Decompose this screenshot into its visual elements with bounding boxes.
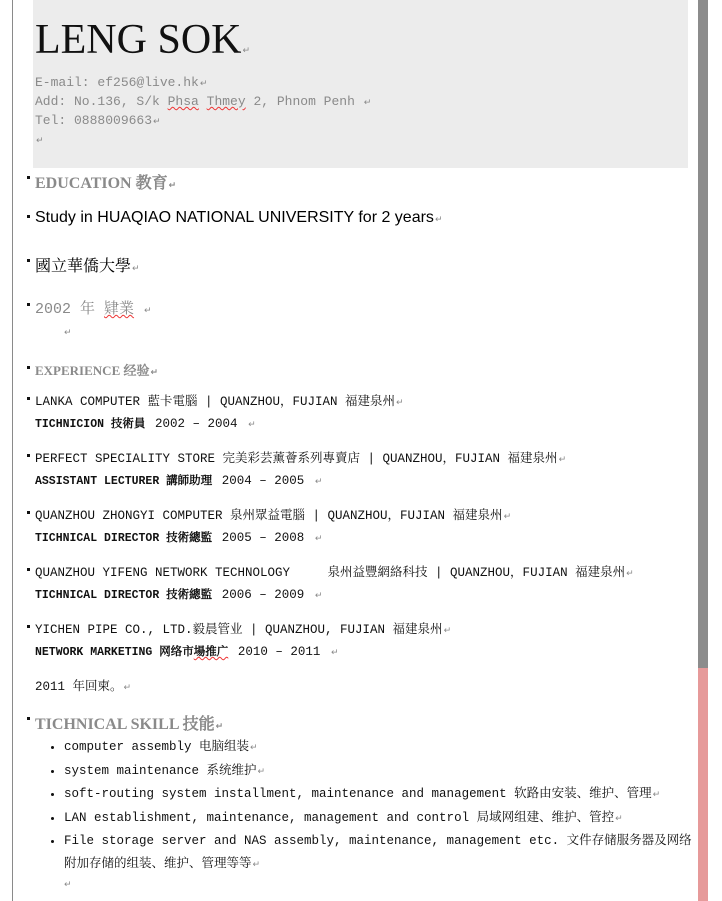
skills-heading: TICHNICAL SKILL 技能 ↵ [35, 711, 223, 734]
job-role-line [35, 585, 322, 603]
education-year: 2002 年 [35, 301, 105, 318]
education-year-line [35, 297, 152, 318]
job-role-line [35, 642, 339, 660]
education-university-name: 國立華僑大學 ↵ [35, 253, 140, 276]
empty-paragraph [35, 132, 44, 147]
skill-item: • soft-routing system installment, maintenance and management 软路由安装、维护、管理 ↵ [64, 783, 704, 807]
empty-paragraph [63, 877, 72, 891]
job-company-line: YICHEN PIPE CO., LTD.毅晨管业 | QUANZHOU, FUJIAN 福建泉州 ↵ [35, 619, 451, 637]
resume-name: LENG SOK ↵ [35, 16, 250, 64]
job-role-flagged-word: 場推广 [193, 646, 229, 659]
skill-item: • LAN establishment, maintenance, management and control 局域网组建、维护、管控 ↵ [64, 807, 704, 831]
job-role-line [35, 414, 256, 432]
education-study-line: Study in HUAQIAO NATIONAL UNIVERSITY for 2 years ↵ [35, 209, 442, 227]
education-status: 肄業 [104, 301, 135, 318]
job-role: NETWORK MARKETING 网络市 [35, 646, 194, 659]
job-company-line: LANKA COMPUTER 藍卡電腦 | QUANZHOU，FUJIAN 福建泉州 ↵ [35, 391, 404, 409]
page-left-margin-rule [12, 0, 13, 901]
job-role: TICHNICAL DIRECTOR 技術總監 [35, 532, 213, 545]
address-word-phsa: Phsa [167, 94, 199, 109]
job-period: 2010 – 2011 [237, 645, 321, 659]
job-company-line: QUANZHOU ZHONGYI COMPUTER 泉州眾益電腦 | QUANZHOU，FUJIAN 福建泉州 ↵ [35, 505, 511, 523]
address-prefix: Add: No.136, S/k [35, 94, 168, 109]
address-line [35, 94, 371, 109]
empty-paragraph [63, 325, 72, 339]
experience-note: 2011 年回柬。 ↵ [35, 676, 131, 694]
address-word-thmey: Thmey [206, 94, 246, 109]
job-role: TICHNICION 技術員 [35, 418, 146, 431]
job-role-line [35, 528, 322, 546]
skill-item: • system maintenance 系统维护 ↵ [64, 760, 704, 784]
job-period: 2004 – 2005 [221, 474, 305, 488]
skill-item: • File storage server and NAS assembly, maintenance, management etc. 文件存储服务器及网络附加存储的组装、维护、管理等等 ↵ [64, 830, 704, 876]
tel-line: Tel: 0888009663 ↵ [35, 113, 161, 128]
job-company-line: QUANZHOU YIFENG NETWORK TECHNOLOGY 泉州益豐網絡科技 | QUANZHOU，FUJIAN 福建泉州 ↵ [35, 562, 634, 580]
email-line: E-mail: ef256@live.hk ↵ [35, 75, 207, 90]
skills-list [44, 736, 704, 876]
education-heading: EDUCATION 教育 ↵ [35, 170, 176, 193]
job-period: 2002 – 2004 [155, 417, 238, 431]
job-role: ASSISTANT LECTURER 講師助理 [35, 475, 213, 488]
job-role-line [35, 471, 322, 489]
job-role: TICHNICAL DIRECTOR 技術總監 [35, 589, 213, 602]
job-company-line: PERFECT SPECIALITY STORE 完美彩芸薰薈系列專賣店 | QUANZHOU，FUJIAN 福建泉州 ↵ [35, 448, 566, 466]
job-period: 2005 – 2008 [221, 531, 305, 545]
address-suffix: 2, Phnom Penh [245, 94, 355, 109]
skill-item: • computer assembly 电脑组装 ↵ [64, 736, 704, 760]
experience-heading: EXPERIENCE 经验 ↵ [35, 360, 158, 379]
job-period: 2006 – 2009 [221, 588, 305, 602]
